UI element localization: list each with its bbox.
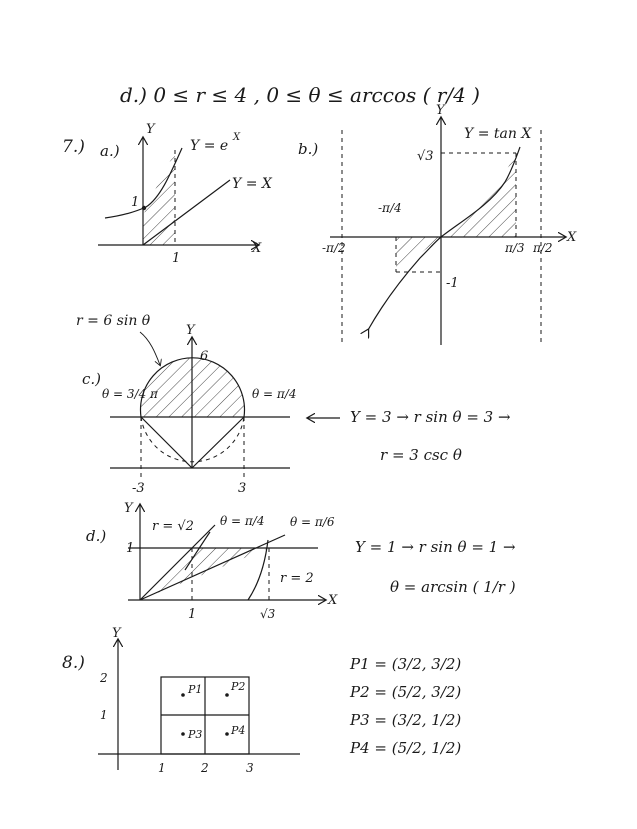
p8-graph <box>98 640 300 770</box>
p7d-y-axis: Y <box>124 501 133 516</box>
p8-tick-x-1: 1 <box>158 761 166 775</box>
p7d-theta-pi6: θ = π/6 <box>290 515 335 529</box>
problem-8-number: 8.) <box>62 653 85 673</box>
p8-cell-p3: P3 <box>188 728 203 741</box>
p8-cell-p2: P2 <box>231 680 246 693</box>
p7c-theta-right: θ = π/4 <box>252 387 297 401</box>
p7a-curve2: Y = X <box>232 176 272 192</box>
p7b-curve: Y = tan X <box>464 126 532 142</box>
p7b-tick-neg1: -1 <box>446 276 459 291</box>
p7a-tick-x: 1 <box>172 251 181 266</box>
p7b-neg-pi-2: -π/2 <box>322 241 346 255</box>
p8-point-p4: P4 = (5/2, 1/2) <box>350 739 462 757</box>
p7d-label: d.) <box>86 527 107 545</box>
problem-7-number: 7.) <box>62 137 85 157</box>
p7b-tick-sqrt3: √3 <box>417 149 434 164</box>
p8-point-p2: P2 = (5/2, 3/2) <box>350 683 462 701</box>
p7d-r-2: r = 2 <box>280 571 314 586</box>
p7c-label: c.) <box>82 370 102 388</box>
p7d-tick-1x: 1 <box>188 607 197 622</box>
p7d-theta-pi4: θ = π/4 <box>220 514 265 528</box>
p8-y-axis: Y <box>112 626 121 641</box>
p7b-x-axis: X <box>567 230 577 245</box>
p7d-line2: θ = arcsin ( 1/r ) <box>390 578 516 596</box>
p7c-y-axis: Y <box>186 323 195 338</box>
p7d-r-sqrt2: r = √2 <box>152 519 194 534</box>
p7a-tick-y: 1 <box>131 195 140 210</box>
p7d-tick-sqrt3: √3 <box>260 607 276 621</box>
p8-tick-x-2: 2 <box>201 761 209 775</box>
p7c-line2: r = 3 csc θ <box>380 446 462 464</box>
p7b-pi-2: π/2 <box>533 241 553 255</box>
p7c-tick-3: 3 <box>238 481 247 496</box>
p7b-label: b.) <box>298 140 319 158</box>
p7d-tick-1y: 1 <box>126 541 135 556</box>
header-text: d.) 0 ≤ r ≤ 4 , 0 ≤ θ ≤ arccos ( r/4 ) <box>120 83 480 107</box>
p7b-neg-pi-4: -π/4 <box>378 201 402 215</box>
p7b-graph <box>330 118 565 345</box>
p8-tick-y-1: 1 <box>100 708 108 722</box>
p7a-y-axis: Y <box>146 122 155 137</box>
p7b-y-axis: Y <box>436 103 445 118</box>
p8-tick-y-2: 2 <box>100 671 108 685</box>
p8-point-p3: P3 = (3/2, 1/2) <box>350 711 462 729</box>
p7c-curve-label: r = 6 sin θ <box>76 313 151 329</box>
p8-tick-x-3: 3 <box>246 761 254 775</box>
p7c-tick-6: 6 <box>200 349 209 364</box>
p8-cell-p4: P4 <box>231 724 246 737</box>
p7c-line1: Y = 3 → r sin θ = 3 → <box>350 408 511 426</box>
p7a-curve1-sup: X <box>233 132 241 143</box>
p7d-line1: Y = 1 → r sin θ = 1 → <box>355 538 516 556</box>
p8-point-p1: P1 = (3/2, 3/2) <box>350 655 462 673</box>
p7c-tick-neg3: -3 <box>132 481 145 496</box>
p7d-x-axis: X <box>328 593 338 608</box>
p7a-label: a.) <box>100 142 120 160</box>
p7a-x-axis: X <box>252 241 262 256</box>
p8-cell-p1: P1 <box>188 683 203 696</box>
p7b-pi-3: π/3 <box>505 241 525 255</box>
p7c-theta-left: θ = 3/4 π <box>102 387 158 401</box>
p7a-curve1: Y = e <box>190 138 229 154</box>
